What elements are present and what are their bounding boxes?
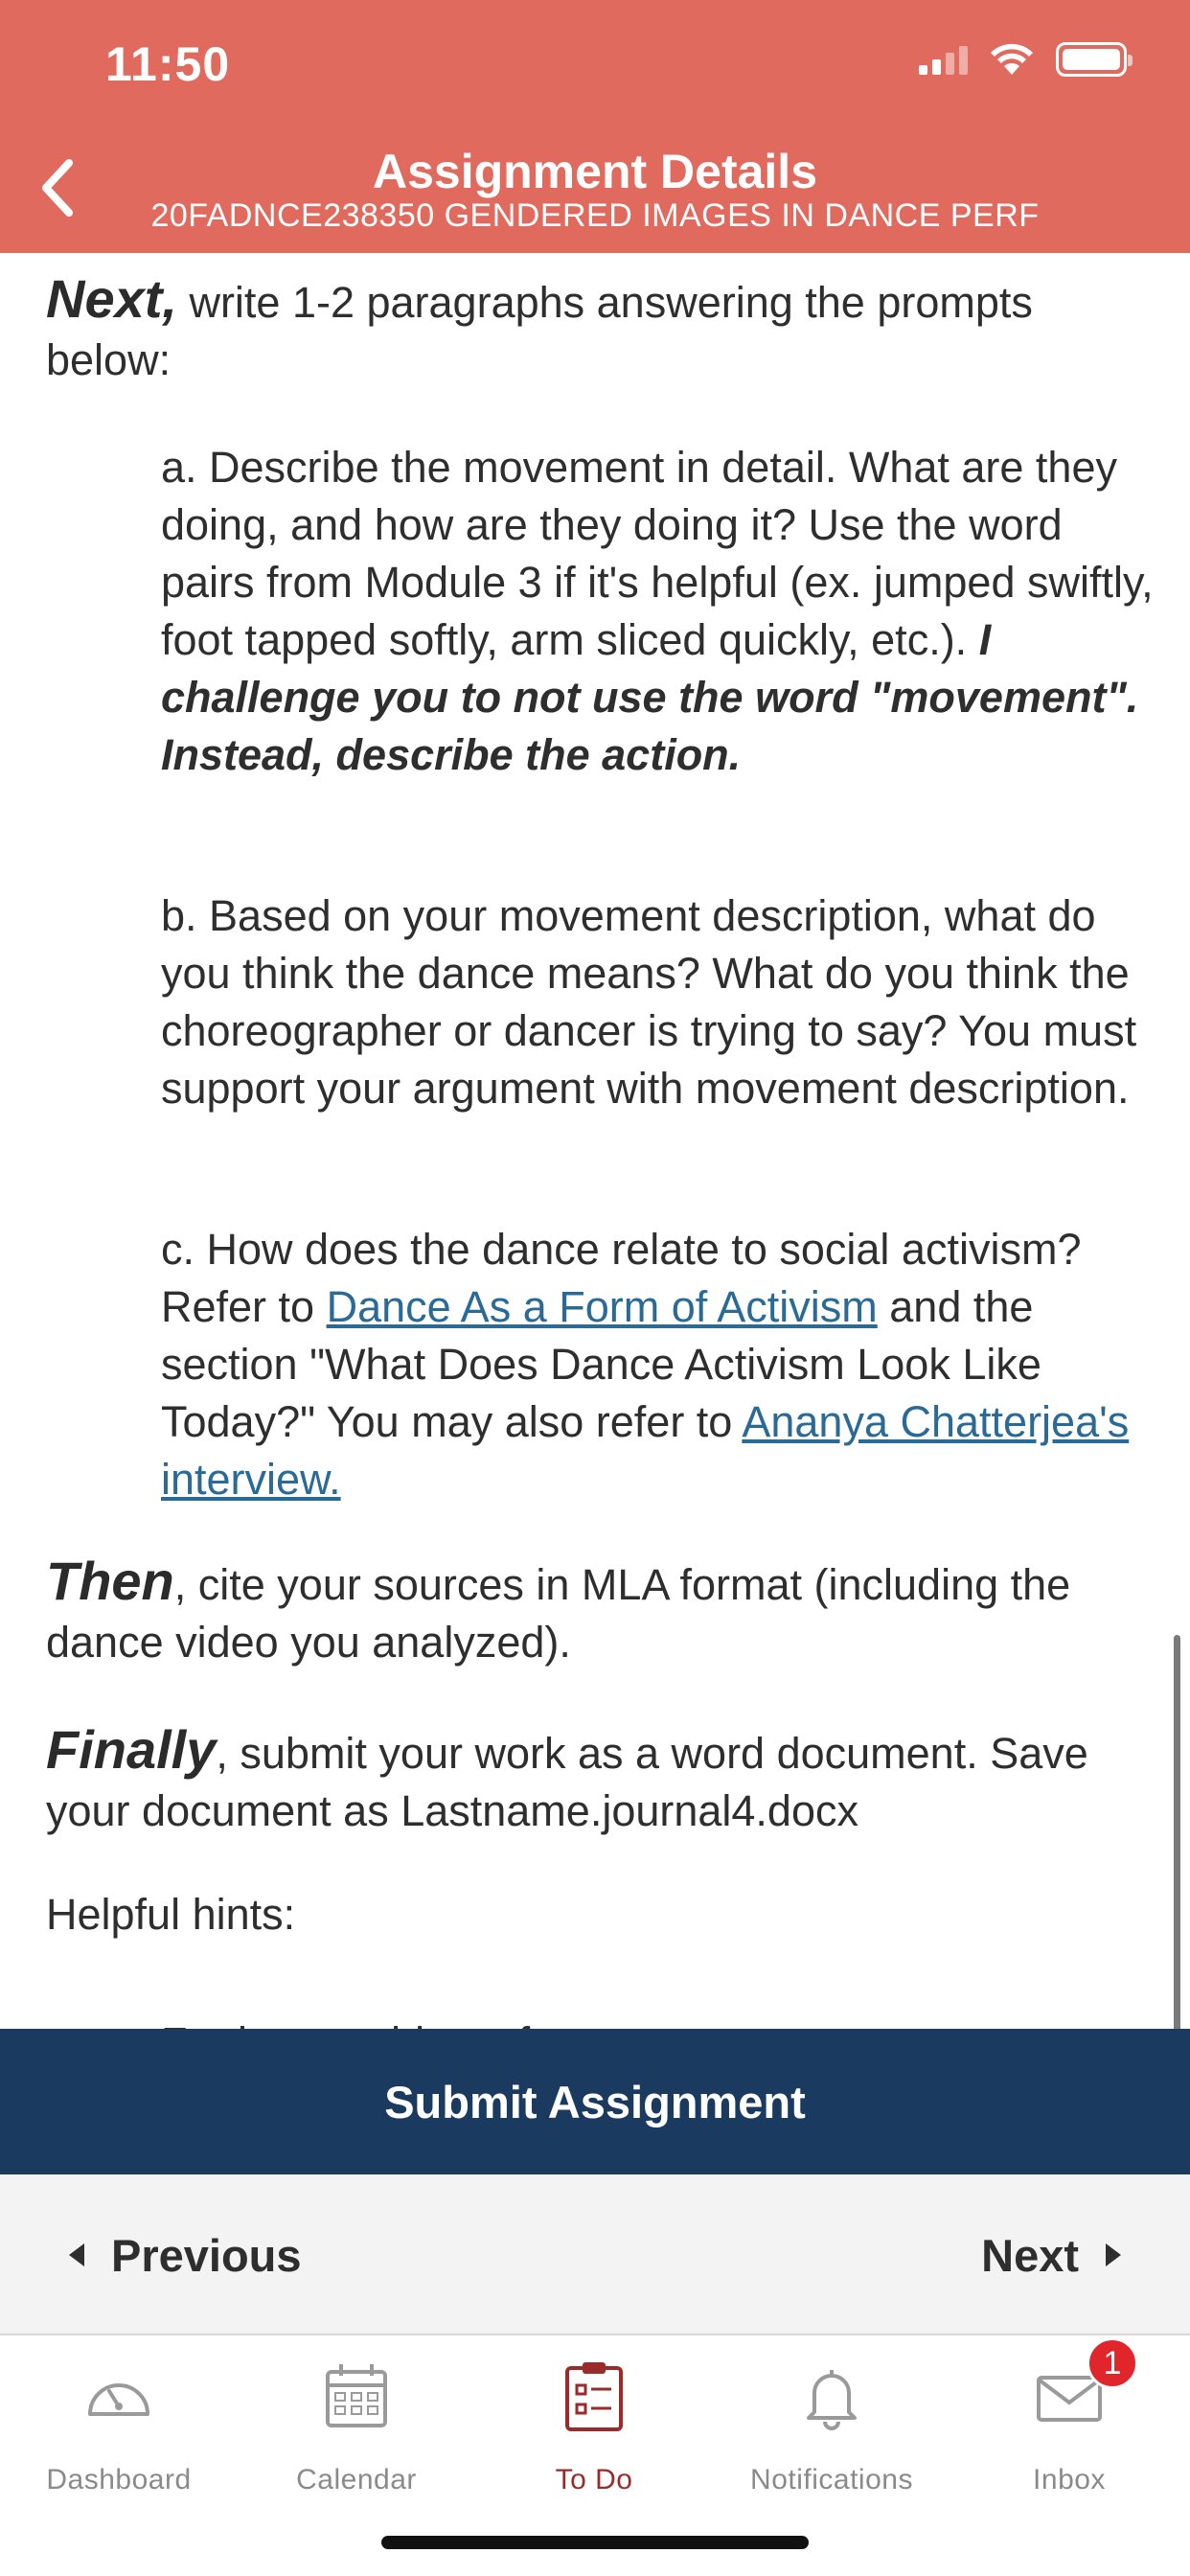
caret-left-icon (69, 2243, 84, 2266)
status-icons (919, 42, 1127, 77)
battery-icon (1056, 42, 1127, 77)
next-text: write 1-2 paragraphs answering the prompts below: (46, 278, 1033, 384)
prompt-c-text-1: c. How does the dance relate to social activism? Refer to (161, 1225, 1082, 1331)
tab-dashboard[interactable] (0, 2353, 238, 2516)
prompt-b (161, 887, 1157, 1117)
next-label: Next (981, 2229, 1079, 2281)
inbox-badge: 1 (1087, 2337, 1138, 2389)
then-lead: Then (46, 1551, 174, 1611)
course-subtitle: 20FADNCE238350 GENDERED IMAGES IN DANCE PERF (150, 197, 1040, 234)
pager-bar (0, 2174, 1190, 2335)
app-header (0, 0, 1190, 253)
chatterjea-interview-link[interactable]: Ananya Chatterjea's interview. (161, 1397, 1130, 1504)
dance-activism-link[interactable]: Dance As a Form of Activism (326, 1282, 878, 1331)
prompt-a-emphasis: I challenge you to not use the word "movement". Instead, describe the action. (161, 615, 1139, 779)
then-text: , cite your sources in MLA format (including the dance video you analyzed). (46, 1560, 1071, 1667)
submit-assignment-button[interactable]: Submit Assignment (0, 2029, 1190, 2174)
finally-lead: Finally (46, 1719, 217, 1780)
wifi-icon (989, 42, 1035, 77)
finally-instruction (46, 1721, 1148, 1840)
prompt-b-text: b. Based on your movement description, what do you think the dance means? What do you think the choreographer or dancer is trying to say? You must support your argument with movement description. (161, 891, 1137, 1113)
finally-text: , submit your work as a word document. Save your document as Lastname.journal4.docx (46, 1729, 1088, 1835)
assignment-content[interactable] (0, 253, 1190, 2029)
bell-icon (793, 2358, 870, 2435)
prompt-c (161, 1221, 1157, 1508)
tab-label: Calendar (296, 2464, 417, 2496)
caret-right-icon (1106, 2243, 1121, 2266)
page-title: Assignment Details (372, 145, 817, 198)
tab-todo[interactable] (475, 2353, 713, 2516)
status-time: 11:50 (105, 37, 231, 91)
mail-icon-wrap (1031, 2344, 1122, 2435)
then-instruction (46, 1552, 1148, 1671)
prompt-a (161, 439, 1157, 784)
tab-inbox[interactable] (950, 2344, 1188, 2516)
next-instruction (46, 270, 1148, 389)
previous-button[interactable] (69, 2174, 302, 2335)
prompt-c-text-2: and the section "What Does Dance Activism Look Like Today?" You may also refer to (161, 1282, 1041, 1446)
home-indicator[interactable] (381, 2536, 809, 2549)
cellular-signal-icon (919, 44, 968, 75)
tab-notifications[interactable] (713, 2353, 950, 2516)
previous-label: Previous (111, 2229, 302, 2281)
next-lead: Next, (46, 268, 177, 329)
tab-calendar[interactable] (238, 2353, 475, 2516)
next-button[interactable] (981, 2174, 1121, 2335)
tab-label: To Do (555, 2464, 633, 2496)
calendar-icon (318, 2358, 395, 2435)
todo-clipboard-icon (556, 2358, 632, 2435)
tab-label: Notifications (750, 2464, 913, 2496)
hints-heading: Helpful hints: (46, 1890, 296, 1939)
prompt-a-text: a. Describe the movement in detail. What are they doing, and how are they doing it? Use the word pairs from Module 3 if it's helpful (ex. jumped swiftly, foot tapped softly, arm sliced quickly, etc.). (161, 443, 1154, 664)
tab-label: Dashboard (46, 2464, 192, 2496)
tab-label: Inbox (1033, 2464, 1106, 2496)
dashboard-icon (80, 2358, 157, 2435)
